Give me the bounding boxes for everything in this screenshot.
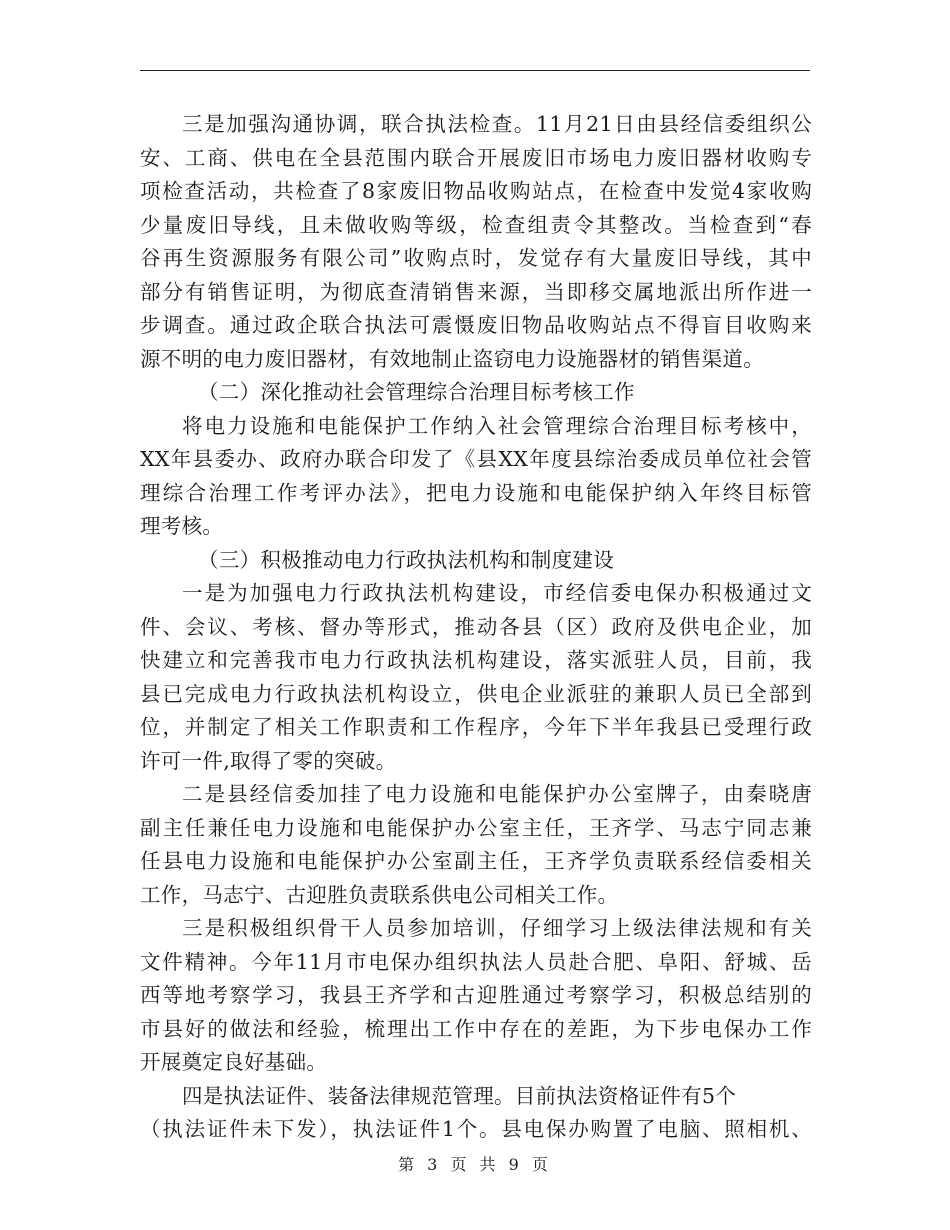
body-line: 开展奠定良好基础。	[140, 1050, 328, 1074]
body-line: 二是县经信委加挂了电力设施和电能保护办公室牌子，由秦晓唐	[182, 782, 812, 806]
body-line: 件、会议、考核、督办等形式，推动各县（区）政府及供电企业，加	[140, 614, 812, 639]
body-line: 少量废旧导线，且未做收购等级，检查组责令其整改。当检查到“春	[140, 212, 812, 237]
body-line: 理考核。	[140, 514, 224, 538]
body-line: 快建立和完善我市电力行政执法机构建设，落实派驻人员，目前，我	[140, 648, 812, 672]
body-line: 副主任兼任电力设施和电能保护办公室主任，王齐学、马志宁同志兼	[140, 815, 812, 840]
body-line: 三是加强沟通协调，联合执法检查。11月21日由县经信委组织公	[182, 112, 812, 136]
document-body	[140, 108, 812, 1147]
body-line: 任县电力设施和电能保护办公室副主任，王齐学负责联系经信委相关	[140, 849, 812, 873]
body-line: 县已完成电力行政执法机构设立，供电企业派驻的兼职人员已全部到	[140, 681, 812, 706]
page-indicator: 第 3 页 共 9 页	[398, 1155, 552, 1174]
body-line: （执法证件未下发），执法证件1个。县电保办购置了电脑、照相机、	[140, 1117, 812, 1141]
body-line: 一是为加强电力行政执法机构建设，市经信委电保办积极通过文	[182, 581, 812, 605]
body-line: 文件精神。今年11月市电保办组织执法人员赴合肥、阜阳、舒城、岳	[140, 949, 812, 974]
body-line: 许可一件,取得了零的突破。	[140, 748, 397, 773]
body-line: 位，并制定了相关工作职责和工作程序，今年下半年我县已受理行政	[140, 715, 812, 739]
body-line: 市县好的做法和经验，梳理出工作中存在的差距，为下步电保办工作	[140, 1016, 812, 1041]
body-line: 将电力设施和电能保护工作纳入社会管理综合治理目标考核中，	[182, 413, 812, 438]
body-line: 源不明的电力废旧器材，有效地制止盗窃电力设施器材的销售渠道。	[140, 346, 764, 371]
body-line: 四是执法证件、装备法律规范管理。目前执法资格证件有5个	[182, 1083, 737, 1108]
section-heading: （二）深化推动社会管理综合治理目标考核工作	[198, 380, 635, 404]
body-line: XX年县委办、政府办联合印发了《县XX年度县综治委成员单位社会管	[140, 447, 812, 471]
body-line: 工作，马志宁、古迎胜负责联系供电公司相关工作。	[140, 882, 619, 907]
header-rule	[140, 70, 810, 71]
body-line: 步调查。通过政企联合执法可震慑废旧物品收购站点不得盲目收购来	[140, 313, 812, 337]
body-line: 谷再生资源服务有限公司”收购点时，发觉存有大量废旧导线，其中	[140, 246, 812, 270]
body-line: 三是积极组织骨干人员参加培训，仔细学习上级法律法规和有关	[182, 916, 812, 940]
body-line: 西等地考察学习，我县王齐学和古迎胜通过考察学习，积极总结别的	[140, 983, 812, 1007]
body-line: 安、工商、供电在全县范围内联合开展废旧市场电力废旧器材收购专	[140, 145, 812, 170]
body-line: 理综合治理工作考评办法》，把电力设施和电能保护纳入年终目标管	[140, 480, 812, 505]
section-heading: （三）积极推动电力行政执法机构和制度建设	[198, 547, 614, 572]
body-line: 部分有销售证明，为彻底查清销售来源，当即移交属地派出所作进一	[140, 279, 812, 304]
body-line: 项检查活动，共检查了8家废旧物品收购站点，在检查中发觉4家收购	[140, 179, 812, 203]
